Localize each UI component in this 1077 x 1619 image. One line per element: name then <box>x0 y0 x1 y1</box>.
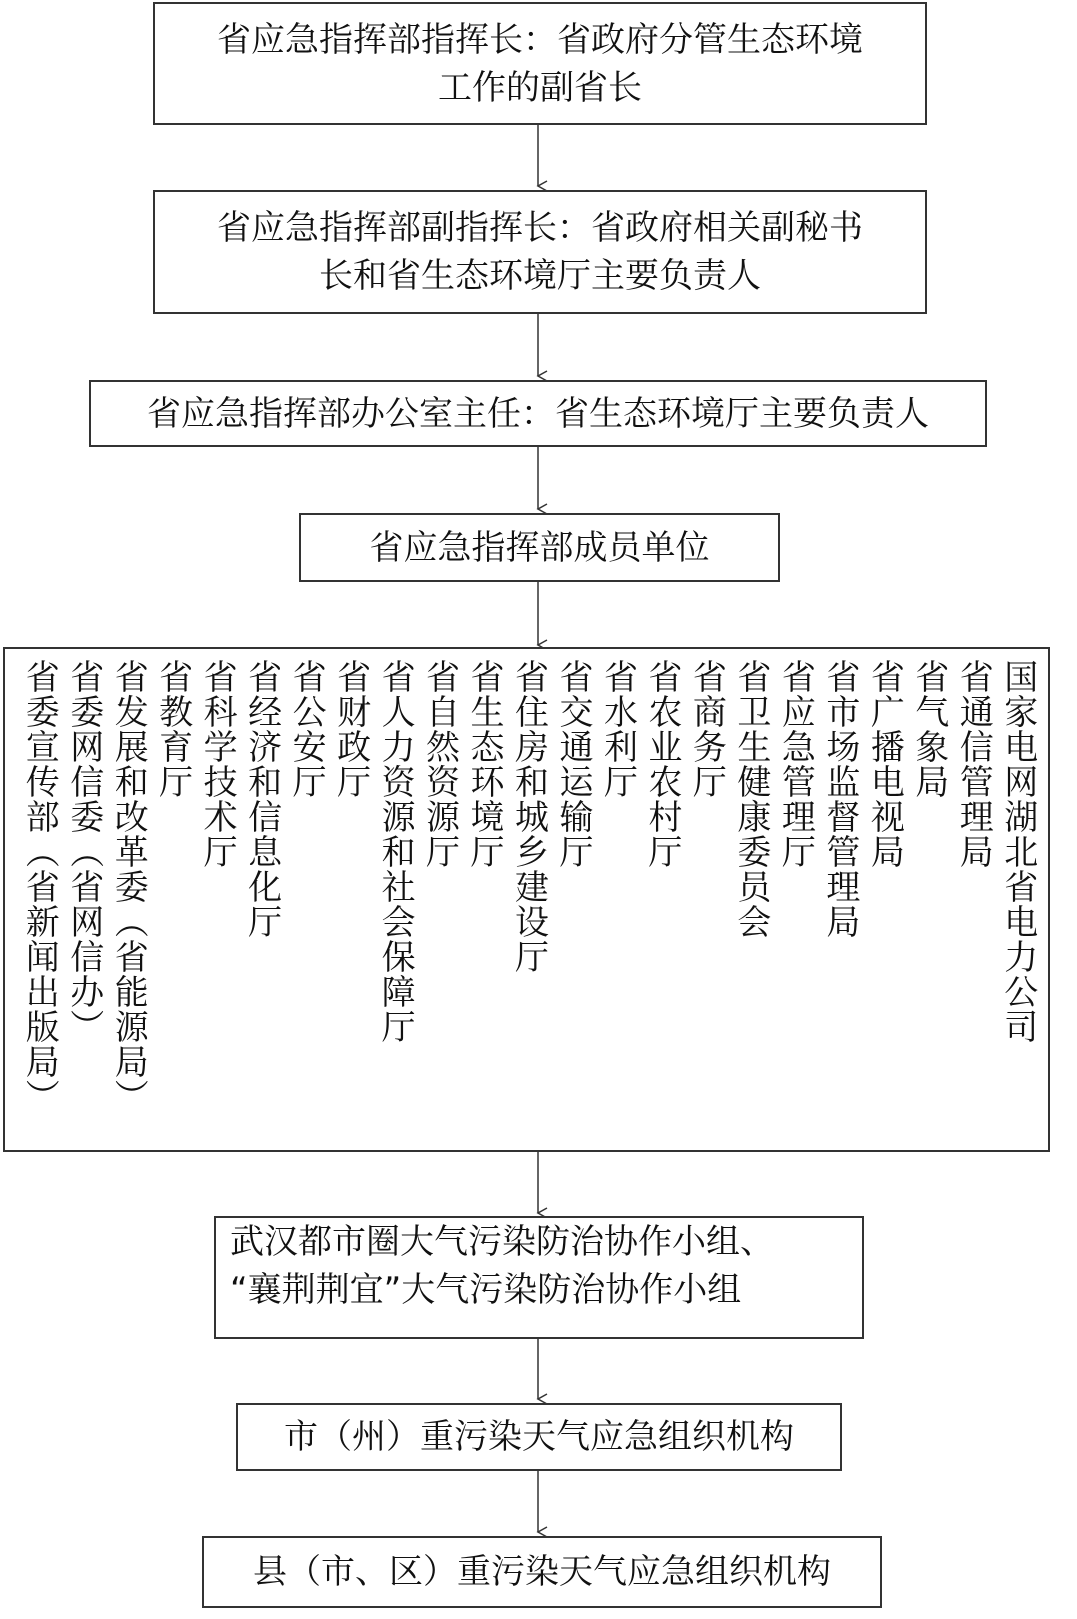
member-unit: 省科学技术厅 <box>197 659 238 869</box>
member-unit: 省市场监督管理局 <box>819 659 860 939</box>
deputy-line-2: 长和省生态环境厅主要负责人 <box>319 256 761 296</box>
member-unit: 省交通运输厅 <box>552 659 593 869</box>
county-organization-box <box>202 1536 882 1608</box>
member-unit: 省人力资源和社会保障厅 <box>375 659 416 1044</box>
member-unit: 省委网信委（省网信办） <box>63 659 104 1044</box>
commander-line-1: 省应急指挥部指挥长：省政府分管生态环境 <box>217 19 863 60</box>
member-unit: 省教育厅 <box>152 659 193 799</box>
member-unit: 国家电网湖北省电力公司 <box>997 659 1038 1044</box>
city-organization-text: 市（州）重污染天气应急组织机构 <box>284 1417 794 1457</box>
member-unit: 省广播电视局 <box>864 659 905 869</box>
member-unit: 省卫生健康委员会 <box>730 659 771 939</box>
county-organization-text: 县（市、区）重污染天气应急组织机构 <box>253 1552 831 1592</box>
coordination-line-1: 武汉都市圈大气污染防治协作小组、 <box>230 1222 774 1262</box>
member-units-title-box <box>299 513 780 582</box>
member-unit: 省通信管理局 <box>953 659 994 869</box>
member-unit: 省委宣传部（省新闻出版局） <box>19 659 60 1114</box>
member-units-box <box>3 647 1050 1152</box>
member-unit: 省生态环境厅 <box>464 659 505 869</box>
commander-line-2: 工作的副省长 <box>438 67 642 108</box>
city-organization-box <box>236 1403 842 1471</box>
office-director-text: 省应急指挥部办公室主任：省生态环境厅主要负责人 <box>147 393 929 434</box>
member-unit: 省自然资源厅 <box>419 659 460 869</box>
commander-box <box>153 2 927 125</box>
member-unit: 省财政厅 <box>330 659 371 799</box>
member-unit: 省应急管理厅 <box>775 659 816 869</box>
coordination-line-2: “襄荆荆宜”大气污染防治协作小组 <box>230 1270 742 1310</box>
coordination-groups-box <box>214 1216 864 1339</box>
member-unit: 省发展和改革委（省能源局） <box>108 659 149 1114</box>
member-unit: 省公安厅 <box>286 659 327 799</box>
member-unit: 省水利厅 <box>597 659 638 799</box>
member-unit: 省经济和信息化厅 <box>241 659 282 939</box>
member-unit: 省气象局 <box>908 659 949 799</box>
member-unit: 省农业农村厅 <box>641 659 682 869</box>
member-unit: 省住房和城乡建设厅 <box>508 659 549 974</box>
member-unit: 省商务厅 <box>686 659 727 799</box>
deputy-line-1: 省应急指挥部副指挥长：省政府相关副秘书 <box>217 208 863 248</box>
deputy-commander-box <box>153 190 927 314</box>
office-director-box <box>89 380 987 447</box>
member-units-title: 省应急指挥部成员单位 <box>369 527 710 568</box>
